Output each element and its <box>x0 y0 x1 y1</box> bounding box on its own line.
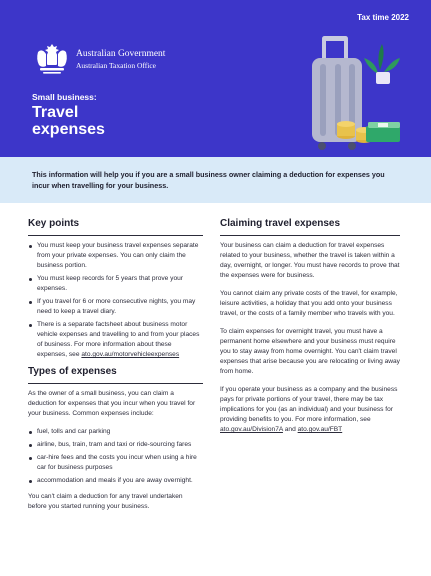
list-item: If you travel for 6 or more consecutive nights, you may need to keep a travel diary. <box>28 297 203 317</box>
paragraph-text: If you operate your business as a company and the business pays for private portions of your travel, there may be tax implications for you (as an individual) and your business for providing benefits to you. For more information, see <box>220 386 398 423</box>
types-intro: As the owner of a small business, you can claim a deduction for expenses that you incur when you travel for your business. Common expenses include: <box>28 390 196 417</box>
list-item <box>28 320 203 360</box>
claiming-heading: Claiming travel expenses <box>220 218 341 229</box>
eyebrow-label: Small business: <box>32 92 97 102</box>
left-column <box>28 218 203 520</box>
list-item: You must keep your business travel expenses separate from your private expenses. You can only claim the business portion. <box>28 241 203 271</box>
key-points-list <box>28 241 203 360</box>
heading-divider <box>28 383 203 384</box>
tax-time-tag: Tax time 2022 <box>357 13 409 22</box>
intro-text: This information will help you if you are a small business owner claiming a deduction for expenses you incur when travelling for your business. <box>32 170 385 190</box>
intro-band <box>0 157 431 203</box>
paragraph <box>220 385 400 435</box>
types-outro: You can't claim a deduction for any travel undertaken before you started running your business. <box>28 493 183 510</box>
title-line-2: expenses <box>32 121 105 138</box>
list-item-text: There is a separate factsheet about business motor vehicle expenses and travelling to and from your places of business. For more information about these expenses, see <box>37 321 200 358</box>
agency-name: Australian Taxation Office <box>76 61 157 70</box>
types-list <box>28 427 203 486</box>
paragraph: To claim expenses for overnight travel, you must have a permanent home elsewhere and your business must require you to stay away from home overnight. You can't claim travel expenses that arise because you are relocating or living away from home. <box>220 328 400 375</box>
right-column <box>220 218 400 443</box>
title-line-1: Travel <box>32 104 79 121</box>
list-item: You must keep records for 5 years that prove your expenses. <box>28 274 203 294</box>
motor-vehicle-expenses-link[interactable]: ato.gov.au/motorvehicleexpenses <box>81 351 180 358</box>
paragraph: Your business can claim a deduction for travel expenses related to your business, whether the travel is taken within a day, overnight, or longer. You must have records to prove that the expenses were for business. <box>220 242 400 279</box>
coat-of-arms-icon <box>32 42 72 76</box>
page-title <box>32 104 152 138</box>
hero-banner <box>0 0 431 157</box>
list-item: car-hire fees and the costs you incur when using a hire car for business purposes <box>28 453 203 473</box>
key-points-heading: Key points <box>28 218 80 229</box>
types-heading: Types of expenses <box>28 366 117 377</box>
suitcase-illustration <box>292 28 402 157</box>
ato-logo <box>32 42 182 76</box>
link-separator: and <box>282 426 298 433</box>
list-item: accommodation and meals if you are away overnight. <box>28 476 203 486</box>
list-item: fuel, tolls and car parking <box>28 427 203 437</box>
fbt-link[interactable]: ato.gov.au/FBT <box>297 426 343 433</box>
list-item: airline, bus, train, tram and taxi or ride-sourcing fares <box>28 440 203 450</box>
heading-divider <box>220 235 400 236</box>
cash-stack-icon <box>366 122 400 142</box>
heading-divider <box>28 235 203 236</box>
division7a-link[interactable]: ato.gov.au/Division7A <box>220 426 283 433</box>
plant-icon <box>364 44 400 84</box>
paragraph: You cannot claim any private costs of the travel, for example, leisure activities, a holiday that you add onto your business travel, or the costs of a family member who travels with you. <box>220 290 398 317</box>
government-name: Australian Government <box>76 49 166 59</box>
